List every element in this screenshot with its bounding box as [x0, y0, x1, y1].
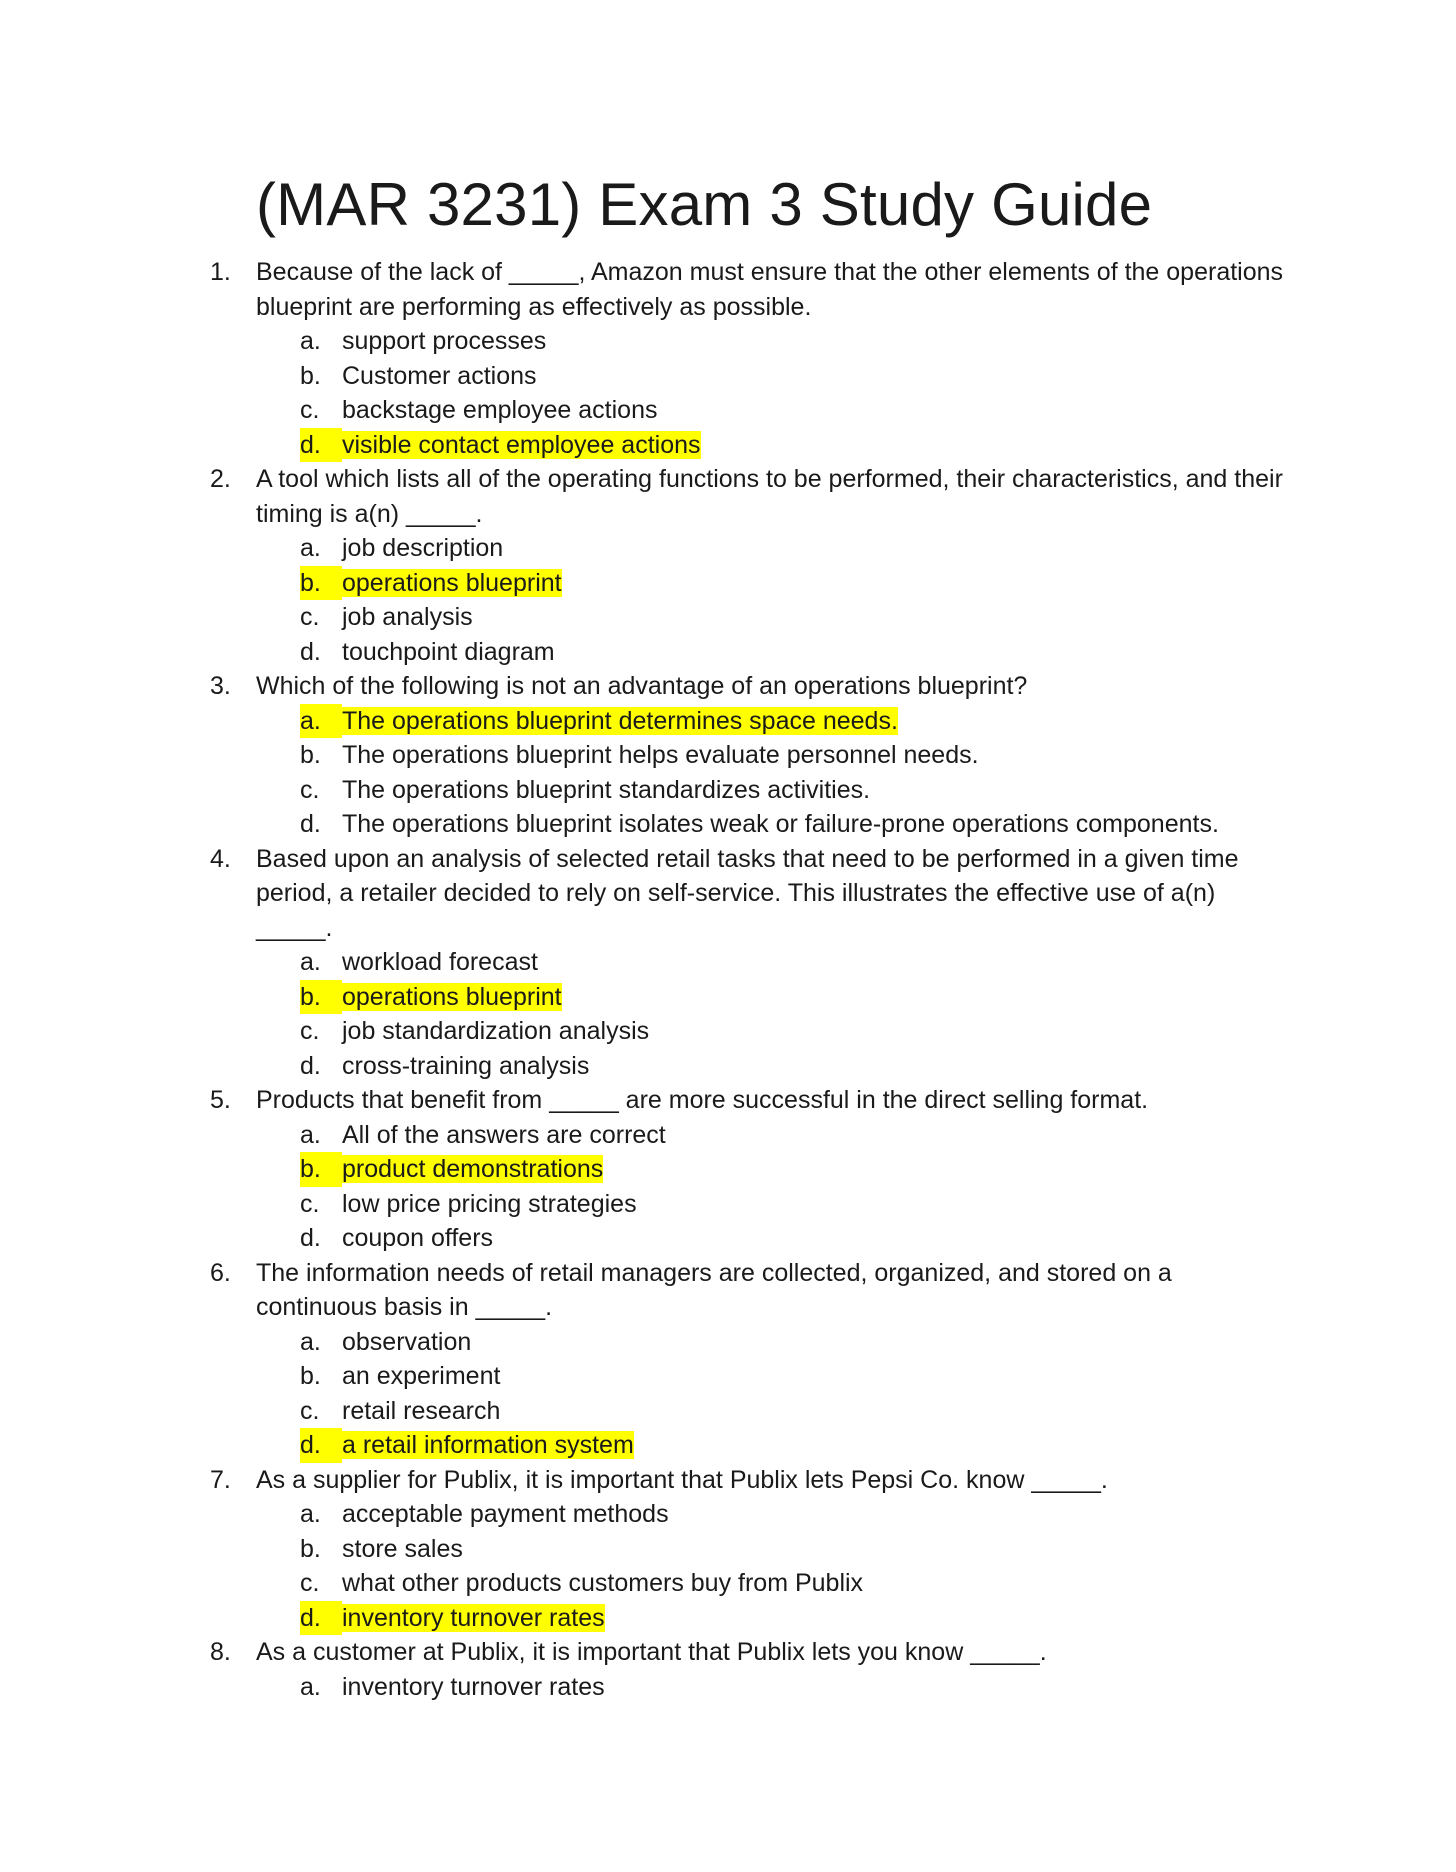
- answer-option: [256, 807, 1290, 842]
- option-text: what other products customers buy from Publix: [342, 1569, 864, 1597]
- question-number: 5.: [210, 1086, 231, 1114]
- option-text: job analysis: [342, 603, 473, 631]
- question-item: [210, 255, 1290, 462]
- option-text: observation: [342, 1327, 472, 1356]
- answer-option-highlighted: [256, 1428, 1290, 1463]
- option-letter: a.: [300, 704, 342, 739]
- answer-options: [256, 1497, 1290, 1635]
- question-item: [210, 1083, 1290, 1256]
- answer-option-highlighted: [256, 566, 1290, 601]
- answer-option: [256, 1049, 1290, 1084]
- question-item: [210, 1635, 1290, 1704]
- answer-options: [256, 1118, 1290, 1256]
- option-letter: d.: [300, 1224, 321, 1252]
- option-text: The operations blueprint determines space needs.: [342, 706, 898, 735]
- option-letter: a.: [300, 1120, 321, 1149]
- option-letter: c.: [300, 603, 320, 631]
- answer-option: [256, 1497, 1290, 1532]
- question-number: 3.: [210, 672, 231, 700]
- answer-options: [256, 704, 1290, 842]
- option-text: acceptable payment methods: [342, 1500, 669, 1528]
- option-text: operations blueprint: [342, 982, 562, 1011]
- answer-option: [256, 1221, 1290, 1256]
- option-letter: d.: [300, 1601, 342, 1636]
- option-letter: a.: [300, 1672, 321, 1701]
- option-text: backstage employee actions: [342, 396, 658, 424]
- answer-options: [256, 324, 1290, 462]
- answer-option-highlighted: [256, 1601, 1290, 1636]
- option-text: store sales: [342, 1534, 463, 1563]
- option-text: Customer actions: [342, 361, 537, 390]
- option-letter: b.: [300, 980, 342, 1015]
- option-letter: d.: [300, 810, 321, 838]
- answer-option: [256, 393, 1290, 428]
- option-text: cross-training analysis: [342, 1051, 590, 1080]
- option-letter: c.: [300, 396, 320, 424]
- answer-option: [256, 945, 1290, 980]
- option-letter: d.: [300, 637, 321, 666]
- question-text: The information needs of retail managers are collected, organized, and stored on a continuous basis in _____.: [256, 1258, 1172, 1321]
- option-text: The operations blueprint standardizes activities.: [342, 775, 871, 804]
- question-item: [210, 842, 1290, 1084]
- option-text: The operations blueprint isolates weak or failure-prone operations components.: [342, 810, 1219, 838]
- option-letter: d.: [300, 1051, 321, 1080]
- answer-option: [256, 1670, 1290, 1705]
- option-letter: c.: [300, 775, 320, 804]
- question-list: [210, 255, 1290, 1704]
- option-text: a retail information system: [342, 1431, 634, 1459]
- answer-option-highlighted: [256, 1152, 1290, 1187]
- option-text: job description: [342, 534, 504, 562]
- option-text: support processes: [342, 327, 547, 355]
- answer-option: [256, 1566, 1290, 1601]
- answer-option-highlighted: [256, 428, 1290, 463]
- answer-option: [256, 1325, 1290, 1360]
- answer-option: [256, 1359, 1290, 1394]
- question-number: 4.: [210, 844, 231, 873]
- option-text: product demonstrations: [342, 1155, 604, 1183]
- option-text: touchpoint diagram: [342, 637, 555, 666]
- answer-option: [256, 1394, 1290, 1429]
- option-letter: c.: [300, 1017, 320, 1045]
- question-text: Which of the following is not an advantage of an operations blueprint?: [256, 672, 1028, 700]
- option-letter: a.: [300, 534, 321, 562]
- option-letter: d.: [300, 428, 342, 463]
- question-item: [210, 1463, 1290, 1636]
- answer-option: [256, 738, 1290, 773]
- option-letter: b.: [300, 566, 342, 601]
- answer-option: [256, 359, 1290, 394]
- option-letter: c.: [300, 1189, 320, 1218]
- option-letter: b.: [300, 741, 321, 769]
- option-text: inventory turnover rates: [342, 1603, 605, 1632]
- document-title: (MAR 3231) Exam 3 Study Guide: [256, 171, 1153, 238]
- question-number: 6.: [210, 1258, 231, 1287]
- option-text: low price pricing strategies: [342, 1189, 637, 1218]
- answer-option: [256, 1118, 1290, 1153]
- answer-options: [256, 531, 1290, 669]
- option-text: The operations blueprint helps evaluate personnel needs.: [342, 741, 979, 769]
- option-letter: d.: [300, 1428, 342, 1463]
- option-letter: c.: [300, 1396, 320, 1425]
- option-text: workload forecast: [342, 948, 538, 976]
- option-letter: a.: [300, 948, 321, 976]
- answer-option: [256, 773, 1290, 808]
- question-number: 7.: [210, 1465, 231, 1494]
- option-letter: b.: [300, 1152, 342, 1187]
- question-number: 8.: [210, 1638, 231, 1666]
- question-text: Products that benefit from _____ are more successful in the direct selling format.: [256, 1086, 1149, 1114]
- option-letter: b.: [300, 1534, 321, 1563]
- answer-options: [256, 1670, 1290, 1705]
- question-text: Based upon an analysis of selected retail tasks that need to be performed in a given time period, a retailer decided to rely on self-service. This illustrates the effective use of a(n) _____.: [256, 844, 1239, 942]
- answer-option-highlighted: [256, 704, 1290, 739]
- question-item: [210, 669, 1290, 842]
- question-text: Because of the lack of _____, Amazon must ensure that the other elements of the operations blueprint are performing as effectively as possible.: [256, 258, 1284, 321]
- answer-options: [256, 1325, 1290, 1463]
- question-number: 2.: [210, 465, 231, 493]
- option-text: inventory turnover rates: [342, 1672, 605, 1701]
- option-text: visible contact employee actions: [342, 430, 701, 459]
- option-letter: b.: [300, 1362, 321, 1390]
- question-item: [210, 462, 1290, 669]
- option-letter: a.: [300, 327, 321, 355]
- option-text: job standardization analysis: [342, 1017, 650, 1045]
- question-text: As a supplier for Publix, it is important that Publix lets Pepsi Co. know _____.: [256, 1465, 1108, 1494]
- question-text: As a customer at Publix, it is important that Publix lets you know _____.: [256, 1638, 1047, 1666]
- answer-option: [256, 1532, 1290, 1567]
- answer-option-highlighted: [256, 980, 1290, 1015]
- option-text: coupon offers: [342, 1224, 494, 1252]
- question-number: 1.: [210, 258, 231, 286]
- option-text: operations blueprint: [342, 568, 562, 597]
- question-item: [210, 1256, 1290, 1463]
- option-letter: b.: [300, 361, 321, 390]
- answer-option: [256, 1014, 1290, 1049]
- answer-option: [256, 324, 1290, 359]
- option-text: retail research: [342, 1396, 501, 1425]
- answer-options: [256, 945, 1290, 1083]
- question-text: A tool which lists all of the operating functions to be performed, their characteristics, and their timing is a(n) _____.: [256, 465, 1283, 528]
- answer-option: [256, 600, 1290, 635]
- option-letter: a.: [300, 1327, 321, 1356]
- option-letter: a.: [300, 1500, 321, 1528]
- answer-option: [256, 1187, 1290, 1222]
- answer-option: [256, 635, 1290, 670]
- option-text: an experiment: [342, 1362, 501, 1390]
- option-letter: c.: [300, 1569, 320, 1597]
- answer-option: [256, 531, 1290, 566]
- option-text: All of the answers are correct: [342, 1120, 666, 1149]
